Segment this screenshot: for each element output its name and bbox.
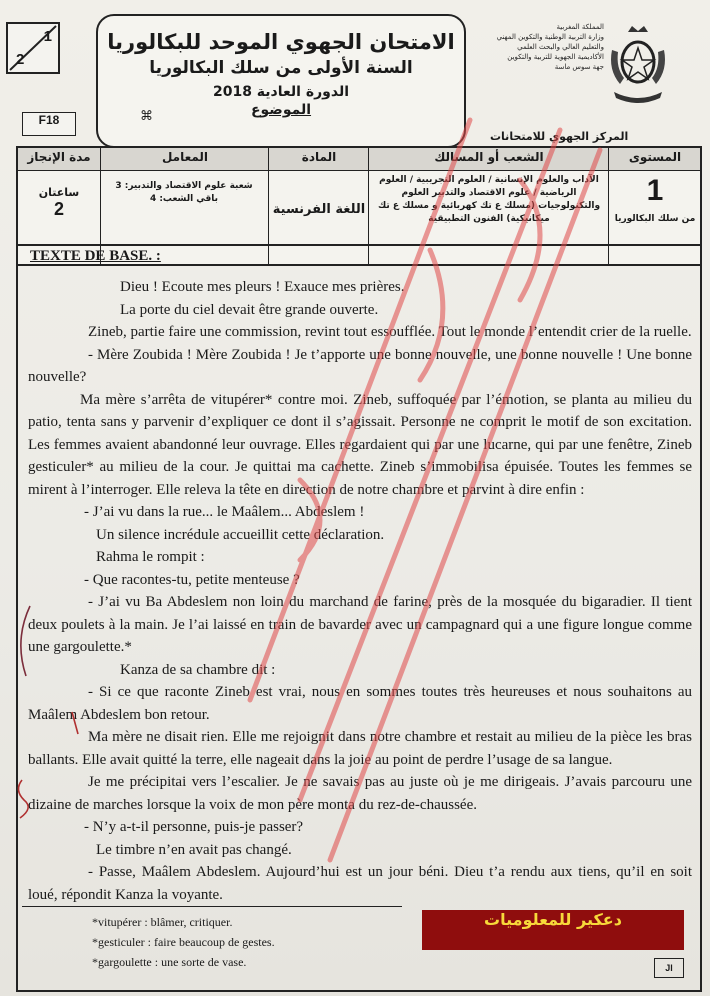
paragraph: - Si ce que raconte Zineb est vrai, nous en sommes toutes très heureuses et nous souhaitons au Maâlem Abdeslem bon retour. bbox=[28, 684, 692, 723]
branches-cell: الآداب والعلوم الإنسانية / العلوم التجريبية / العلوم الرياضية / علوم الاقتصاد والتدبير العلوم والتكنولوجيات (مسلك ع تك كهربائية و مسلك ع تك ميكانيكية) الفنون التطبيقية bbox=[377, 175, 601, 224]
footnote-separator bbox=[22, 906, 402, 907]
publisher-badge: دعكير للمعلوميات bbox=[422, 910, 684, 950]
paragraph: - J’ai vu Ba Abdeslem non loin du marchand de farine, près de la mosquée du bigaradier. Il tient deux poulets à la main. Je l’ai laissé en train de bavarder avec un campagnard qui a une figure longue comme une gargoulette.* bbox=[28, 594, 692, 655]
header-duration: مدة الإنجاز bbox=[27, 150, 91, 164]
exam-center-name: المركز الجهوي للامتحانات bbox=[490, 130, 629, 143]
coefficient-line: باقي الشعب: 4 bbox=[149, 194, 219, 204]
paragraph: - Passe, Maâlem Abdeslem. Aujourd’hui est un jour béni. Dieu t’a rendu aux tiens, qu’il en soit loué, répondit Kanza la voyante. bbox=[28, 864, 692, 903]
level-value: 1 bbox=[646, 174, 664, 207]
asterisk-mark-icon: ⌘ bbox=[140, 108, 153, 123]
footnote: *gargoulette : une sorte de vase. bbox=[92, 955, 247, 969]
coefficient-line: شعبة علوم الاقتصاد والتدبير: 3 bbox=[115, 181, 253, 191]
paragraph: Zineb, partie faire une commission, revint tout essoufflée. Tout le monde l’entendit crier de la ruelle. bbox=[88, 324, 692, 340]
royal-emblem-icon bbox=[606, 26, 670, 106]
level-cell bbox=[610, 174, 700, 224]
header-branches: الشعب أو المسالك bbox=[434, 150, 544, 164]
header-coefficient: المعامل bbox=[161, 150, 209, 164]
paragraph: La porte du ciel devait être grande ouverte. bbox=[120, 301, 379, 318]
exam-title-box bbox=[96, 14, 466, 148]
exam-subject-label: الموضوع bbox=[250, 102, 312, 118]
ministry-line: والتعليم العالي والبحث العلمي bbox=[517, 43, 604, 51]
duration-value: 2 bbox=[53, 199, 64, 219]
header-level: المستوى bbox=[628, 150, 682, 164]
paragraph: Ma mère ne disait rien. Elle me rejoignit dans notre chambre et restait au milieu de la pièce les bras ballants. Elle avait quitté la terre, elle nageait dans la joie au point de perdre l’usage de sa langue. bbox=[28, 729, 692, 768]
duration-cell bbox=[18, 186, 100, 220]
ministry-line: المملكة المغربية bbox=[556, 23, 604, 31]
footnote: *vitupérer : blâmer, critiquer. bbox=[92, 915, 233, 929]
base-text bbox=[28, 276, 692, 906]
footnotes bbox=[92, 912, 275, 972]
footnote: *gesticuler : faire beaucoup de gestes. bbox=[92, 935, 275, 949]
paragraph: - Que racontes-tu, petite menteuse ? bbox=[84, 571, 300, 588]
paragraph: Dieu ! Ecoute mes pleurs ! Exauce mes prières. bbox=[120, 279, 405, 295]
paragraph: Le timbre n’en avait pas changé. bbox=[96, 841, 292, 858]
paragraph: Un silence incrédule accueillit cette déclaration. bbox=[96, 526, 385, 543]
subject-cell bbox=[270, 178, 368, 217]
paragraph: - N’y a-t-il personne, puis-je passer? bbox=[84, 819, 304, 835]
exam-level: السنة الأولى من سلك البكالوريا bbox=[149, 58, 413, 78]
footer-code: Jl bbox=[654, 958, 684, 978]
header-subject: المادة bbox=[301, 150, 337, 164]
exam-session: الدورة العادية 2018 bbox=[212, 84, 350, 100]
page-number: 1 bbox=[43, 28, 52, 45]
page-number-box bbox=[6, 22, 60, 74]
exam-title: الامتحان الجهوي الموحد للبكالوريا bbox=[107, 30, 455, 54]
page-total: 2 bbox=[16, 51, 25, 68]
paragraph: Rahma le rompit : bbox=[96, 549, 205, 565]
text-title: TEXTE DE BASE. : bbox=[30, 248, 161, 264]
paragraph: Je me précipitai vers l’escalier. Je ne savais pas au juste où je me dirigeais. J’avais parcouru une dizaine de marches lorsque la voix de mon père monta du rez-de-chaussée. bbox=[28, 774, 692, 813]
paragraph: - J’ai vu dans la rue... le Maâlem... Abdeslem ! bbox=[84, 504, 365, 520]
ministry-header bbox=[474, 22, 604, 72]
paragraph: Kanza de sa chambre dit : bbox=[120, 661, 276, 678]
exam-code: F18 bbox=[22, 112, 76, 136]
coefficient-cell bbox=[104, 180, 264, 206]
ministry-line: الأكاديمية الجهوية للتربية والتكوين bbox=[507, 53, 604, 61]
duration-label: ساعتان bbox=[38, 186, 80, 199]
paragraph: - Mère Zoubida ! Mère Zoubida ! Je t’apporte une bonne nouvelle, une bonne nouvelle ! Une bonne nouvelle? bbox=[28, 346, 692, 385]
paragraph: Ma mère s’arrêta de vitupérer* contre moi. Zineb, suffoquée par l’émotion, se planta au milieu du patio, tenta sans y parvenir d’expliquer ce dont il s’agissait. Personne ne comprit le motif de son excitation. Les femmes avaient abandonné leur ouvrage. Elles regardaient qui par une lucarne, qui par une fenêtre, Zineb gesticuler* au milieu de la cour. Je quittai ma cachette. Zineb s’immobilisa épuisée. Toutes les femmes se mirent à l’interroger. Elle releva la tête en direction de notre chambre et parvint à dire enfin : bbox=[28, 391, 692, 498]
ministry-line: وزارة التربية الوطنية والتكوين المهني bbox=[496, 33, 604, 41]
ministry-line: جهة سوس ماسة bbox=[554, 63, 604, 71]
subject-value: اللغة الفرنسية bbox=[272, 202, 366, 217]
level-caption: من سلك البكالوريا bbox=[614, 214, 696, 224]
